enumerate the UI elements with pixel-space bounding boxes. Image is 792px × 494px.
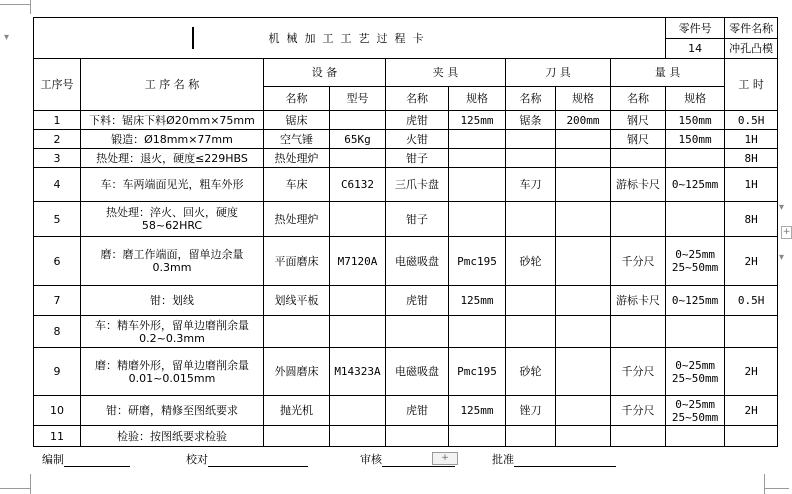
- row-no: 11: [34, 426, 81, 447]
- row-gauge-spec: [666, 426, 725, 447]
- row-op: 磨：精磨外形，留单边磨削余量0.01~0.015mm: [81, 348, 264, 396]
- part-no-label: 零件号: [666, 18, 725, 39]
- row-op: 下料：锯床下料Ø20mm×75mm: [81, 111, 264, 130]
- footer-approve: 批准: [492, 451, 616, 467]
- process-row: [34, 316, 778, 348]
- row-fx: 火钳: [386, 130, 449, 149]
- row-fx-spec: 125mm: [449, 396, 506, 426]
- row-fx: 虎钳: [386, 286, 449, 316]
- collapse-caret-icon[interactable]: ▾: [779, 252, 785, 263]
- footer-compile: 编制: [42, 451, 130, 467]
- row-tool: [506, 316, 556, 348]
- row-no: 2: [34, 130, 81, 149]
- proofread-line: [208, 453, 308, 467]
- row-fx: 电磁吸盘: [386, 348, 449, 396]
- row-tool: 锉刀: [506, 396, 556, 426]
- row-op: 磨：磨工作端面，留单边余量0.3mm: [81, 237, 264, 286]
- row-hours: 2H: [725, 237, 778, 286]
- row-no: 1: [34, 111, 81, 130]
- header-tool: 刀 具: [506, 59, 611, 87]
- header-gauge-spec: 规格: [666, 87, 725, 111]
- crop-mark: [30, 0, 31, 14]
- card-title: 机械加工工艺过程卡: [34, 18, 666, 59]
- row-gauge: 千分尺: [611, 396, 666, 426]
- crop-mark: [30, 474, 31, 494]
- table-add-column-handle[interactable]: +: [782, 227, 791, 237]
- row-fx-spec: 125mm: [449, 111, 506, 130]
- row-tool: [506, 426, 556, 447]
- row-fx-spec: [449, 149, 506, 168]
- row-gauge: [611, 426, 666, 447]
- row-eq-model: [330, 286, 386, 316]
- row-hours: 2H: [725, 348, 778, 396]
- row-eq: 划线平板: [264, 286, 330, 316]
- header-tool-name: 名称: [506, 87, 556, 111]
- row-fx-spec: 125mm: [449, 286, 506, 316]
- title-row: [34, 18, 778, 39]
- row-no: 8: [34, 316, 81, 348]
- row-eq: 热处理炉: [264, 202, 330, 237]
- row-gauge: [611, 149, 666, 168]
- header-op-name: 工 序 名 称: [81, 59, 264, 111]
- row-tool-spec: [556, 202, 611, 237]
- row-eq: 空气锤: [264, 130, 330, 149]
- row-eq: 锯床: [264, 111, 330, 130]
- row-fx: [386, 426, 449, 447]
- row-tool: [506, 202, 556, 237]
- row-gauge-spec: [666, 149, 725, 168]
- row-tool-spec: [556, 348, 611, 396]
- collapse-caret-icon[interactable]: ▾: [4, 32, 10, 43]
- row-fx: 虎钳: [386, 111, 449, 130]
- row-tool-spec: [556, 286, 611, 316]
- collapse-caret-icon[interactable]: ▾: [779, 202, 785, 213]
- row-op: 车：车两端面见光，粗车外形: [81, 168, 264, 202]
- row-tool: [506, 130, 556, 149]
- row-tool-spec: [556, 130, 611, 149]
- row-hours: [725, 316, 778, 348]
- row-tool-spec: 200mm: [556, 111, 611, 130]
- row-gauge-spec: [666, 202, 725, 237]
- process-row: [34, 149, 778, 168]
- row-op: 热处理：淬火、回火，硬度58~62HRC: [81, 202, 264, 237]
- row-fx: 虎钳: [386, 396, 449, 426]
- row-tool-spec: [556, 396, 611, 426]
- row-eq: 平面磨床: [264, 237, 330, 286]
- crop-mark: [0, 4, 30, 5]
- row-hours: 8H: [725, 149, 778, 168]
- row-eq-model: [330, 426, 386, 447]
- row-fx: 钳子: [386, 202, 449, 237]
- row-op: 锻造：Ø18mm×77mm: [81, 130, 264, 149]
- compile-line: [64, 453, 130, 467]
- row-tool: [506, 286, 556, 316]
- header-tool-spec: 规格: [556, 87, 611, 111]
- row-hours: 0.5H: [725, 111, 778, 130]
- title-bar: [192, 27, 194, 49]
- row-op: 钳：研磨，精修至图纸要求: [81, 396, 264, 426]
- header-row-1: [34, 59, 778, 87]
- row-tool-spec: [556, 168, 611, 202]
- row-hours: [725, 426, 778, 447]
- process-row: [34, 286, 778, 316]
- row-gauge: 钢尺: [611, 130, 666, 149]
- row-op: 热处理：退火，硬度≤229HBS: [81, 149, 264, 168]
- row-fx-spec: Pmc195: [449, 348, 506, 396]
- process-row: [34, 348, 778, 396]
- row-eq: 热处理炉: [264, 149, 330, 168]
- row-tool-spec: [556, 426, 611, 447]
- row-eq-model: 65Kg: [330, 130, 386, 149]
- row-tool: 砂轮: [506, 348, 556, 396]
- row-gauge: 游标卡尺: [611, 286, 666, 316]
- row-tool: 车刀: [506, 168, 556, 202]
- process-row: [34, 202, 778, 237]
- row-op: 车：精车外形，留单边磨削余量0.2~0.3mm: [81, 316, 264, 348]
- row-fx-spec: [449, 168, 506, 202]
- footer-review: 审核: [360, 451, 455, 467]
- row-hours: 2H: [725, 396, 778, 426]
- row-eq-model: [330, 396, 386, 426]
- row-no: 5: [34, 202, 81, 237]
- row-eq: 抛光机: [264, 396, 330, 426]
- row-gauge: 千分尺: [611, 237, 666, 286]
- process-row: [34, 168, 778, 202]
- signature-footer: [42, 451, 702, 467]
- process-row: [34, 111, 778, 130]
- row-gauge-spec: 0~125mm: [666, 286, 725, 316]
- header-fx-spec: 规格: [449, 87, 506, 111]
- row-fx-spec: [449, 202, 506, 237]
- row-hours: 8H: [725, 202, 778, 237]
- row-fx: 电磁吸盘: [386, 237, 449, 286]
- row-op: 检验：按图纸要求检验: [81, 426, 264, 447]
- row-no: 9: [34, 348, 81, 396]
- row-tool: 锯条: [506, 111, 556, 130]
- row-eq-model: [330, 149, 386, 168]
- row-gauge-spec: 0~25mm 25~50mm: [666, 348, 725, 396]
- add-row-handle[interactable]: +: [432, 452, 458, 465]
- row-eq-model: [330, 316, 386, 348]
- part-name-label: 零件名称: [725, 18, 778, 39]
- row-tool-spec: [556, 316, 611, 348]
- row-fx: 钳子: [386, 149, 449, 168]
- crop-mark: [764, 488, 789, 489]
- header-seq: 工序号: [34, 59, 81, 111]
- row-gauge: 钢尺: [611, 111, 666, 130]
- row-fx: 三爪卡盘: [386, 168, 449, 202]
- row-gauge-spec: [666, 316, 725, 348]
- process-row: [34, 426, 778, 447]
- row-eq-model: [330, 202, 386, 237]
- row-gauge-spec: 0~125mm: [666, 168, 725, 202]
- row-fx: [386, 316, 449, 348]
- row-eq-model: M14323A: [330, 348, 386, 396]
- row-fx-spec: [449, 316, 506, 348]
- row-eq-model: C6132: [330, 168, 386, 202]
- row-tool: 砂轮: [506, 237, 556, 286]
- header-fx-name: 名称: [386, 87, 449, 111]
- row-gauge: [611, 202, 666, 237]
- row-gauge: 游标卡尺: [611, 168, 666, 202]
- row-gauge-spec: 0~25mm 25~50mm: [666, 237, 725, 286]
- process-row: [34, 130, 778, 149]
- row-no: 3: [34, 149, 81, 168]
- row-hours: 1H: [725, 168, 778, 202]
- row-fx-spec: [449, 426, 506, 447]
- row-fx-spec: Pmc195: [449, 237, 506, 286]
- header-equipment: 设 备: [264, 59, 386, 87]
- row-hours: 1H: [725, 130, 778, 149]
- row-tool-spec: [556, 149, 611, 168]
- footer-proofread: 校对: [186, 451, 308, 467]
- header-hours: 工 时: [725, 59, 778, 111]
- crop-mark: [764, 474, 765, 494]
- row-hours: 0.5H: [725, 286, 778, 316]
- row-no: 4: [34, 168, 81, 202]
- row-tool: [506, 149, 556, 168]
- process-card-table: [33, 17, 778, 447]
- row-no: 10: [34, 396, 81, 426]
- approve-line: [514, 453, 616, 467]
- process-row: [34, 396, 778, 426]
- row-gauge-spec: 150mm: [666, 111, 725, 130]
- row-gauge: [611, 316, 666, 348]
- header-eq-name: 名称: [264, 87, 330, 111]
- header-eq-model: 型号: [330, 87, 386, 111]
- row-gauge-spec: 150mm: [666, 130, 725, 149]
- row-gauge-spec: 0~25mm 25~50mm: [666, 396, 725, 426]
- part-no-value: 14: [666, 39, 725, 59]
- row-eq: [264, 426, 330, 447]
- row-op: 钳：划线: [81, 286, 264, 316]
- row-tool-spec: [556, 237, 611, 286]
- header-gauge: 量 具: [611, 59, 725, 87]
- row-eq-model: [330, 111, 386, 130]
- row-gauge: 千分尺: [611, 348, 666, 396]
- row-no: 7: [34, 286, 81, 316]
- row-eq: 车床: [264, 168, 330, 202]
- part-name-value: 冲孔凸模: [725, 39, 778, 59]
- row-eq: [264, 316, 330, 348]
- header-fixture: 夹 具: [386, 59, 506, 87]
- process-row: [34, 237, 778, 286]
- row-no: 6: [34, 237, 81, 286]
- header-gauge-name: 名称: [611, 87, 666, 111]
- row-eq: 外圆磨床: [264, 348, 330, 396]
- row-eq-model: M7120A: [330, 237, 386, 286]
- row-fx-spec: [449, 130, 506, 149]
- crop-mark: [0, 488, 30, 489]
